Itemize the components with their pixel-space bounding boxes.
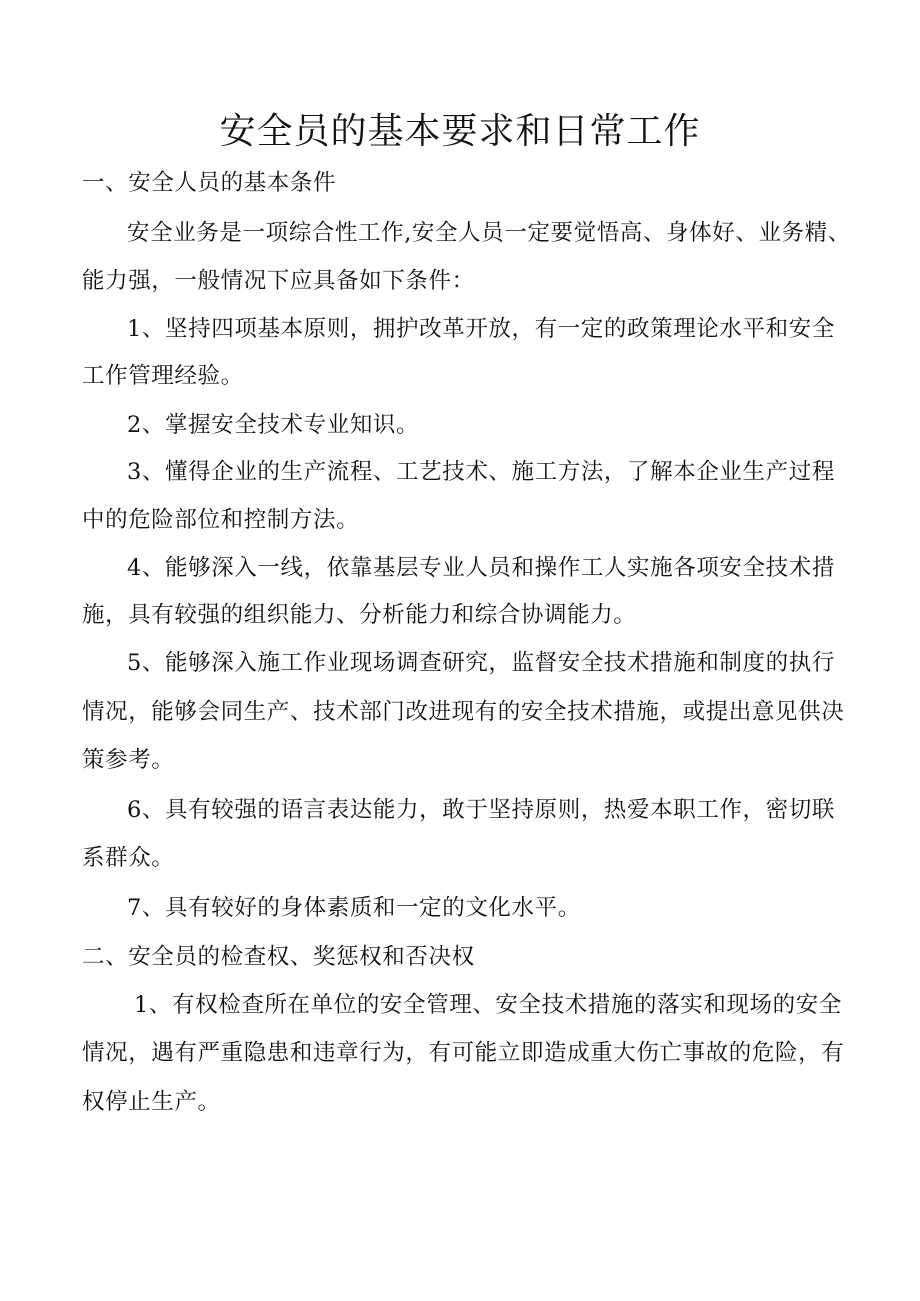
- section-heading-2: 二、安全员的检查权、奖惩权和否决权: [82, 944, 475, 970]
- section-heading-1: 一、安全人员的基本条件: [82, 170, 337, 196]
- paragraph-line: 能力强，一般情况下应具备如下条件：: [82, 268, 475, 294]
- document-title: 安全员的基本要求和日常工作: [219, 111, 701, 152]
- list-item-3-line: 3、懂得企业的生产流程、工艺技术、施工方法，了解本企业生产过程: [127, 459, 835, 485]
- list-item-1-line: 工作管理经验。: [82, 363, 244, 389]
- list-item-5-line: 5、能够深入施工作业现场调查研究，监督安全技术措施和制度的执行: [127, 650, 835, 676]
- list-item-6-line: 6、具有较强的语言表达能力，敢于坚持原则，热爱本职工作，密切联: [127, 797, 835, 823]
- list-item-2-line: 2、掌握安全技术专业知识。: [127, 412, 420, 438]
- section-2-item-1-line: 情况，遇有严重隐患和违章行为，有可能立即造成重大伤亡事故的危险，有: [82, 1040, 845, 1066]
- paragraph-line: 安全业务是一项综合性工作,安全人员一定要觉悟高、身体好、业务精、: [127, 220, 851, 246]
- list-item-4-line: 施，具有较强的组织能力、分析能力和综合协调能力。: [82, 602, 637, 628]
- list-item-1-line: 1、坚持四项基本原则，拥护改革开放，有一定的政策理论水平和安全: [127, 316, 835, 342]
- list-item-5-line: 策参考。: [82, 747, 175, 773]
- list-item-7-line: 7、具有较好的身体素质和一定的文化水平。: [127, 895, 581, 921]
- list-item-5-line: 情况，能够会同生产、技术部门改进现有的安全技术措施，或提出意见供决: [82, 699, 845, 725]
- section-2-item-1-line: 权停止生产。: [82, 1089, 221, 1115]
- list-item-6-line: 系群众。: [82, 845, 175, 871]
- section-2-item-1-line: 1、有权检查所在单位的安全管理、安全技术措施的落实和现场的安全: [134, 992, 842, 1018]
- list-item-3-line: 中的危险部位和控制方法。: [82, 507, 360, 533]
- list-item-4-line: 4、能够深入一线，依靠基层专业人员和操作工人实施各项安全技术措: [127, 555, 835, 581]
